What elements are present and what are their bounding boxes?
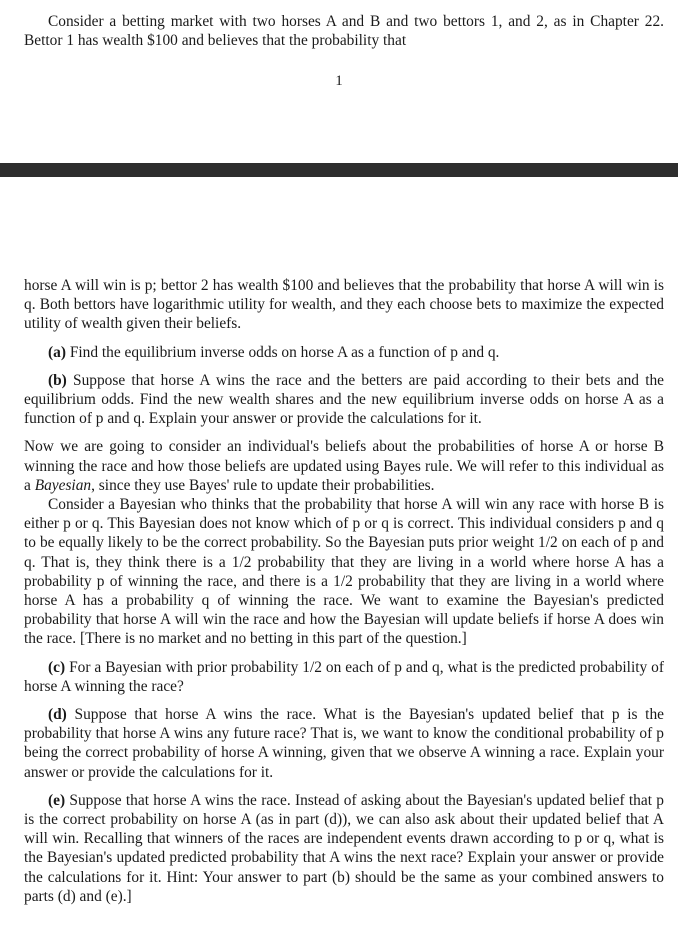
- bayesian-intro-paragraph: [24, 437, 664, 495]
- previous-page-fragment: [0, 0, 678, 163]
- opening-paragraph: Consider a betting market with two horses A and B and two bettors 1, and 2, as in Chapter 22. Bettor 1 has wealth $100 and believes that the probability that: [24, 13, 664, 49]
- page-break-divider: [0, 163, 678, 177]
- question-a-text: Find the equilibrium inverse odds on horse A as a function of p and q.: [69, 343, 500, 361]
- bayesian-setup-paragraph: Consider a Bayesian who thinks that the probability that horse A will win any race with horse B is either p or q. This Bayesian does not know which of p or q is correct. This individual considers p and q to be equally likely to be the correct probability. So the Bayesian puts prior weight 1/2 on each of p and q. That is, they think there is a 1/2 probability that they are living in a world where horse A has a probability p of winning the race, and there is a 1/2 probability that they are living in a world where horse A has a probability q of winning the race. We want to examine the Bayesian's predicted probability that horse A will win the race and how the Bayesian will update beliefs if horse A does win the race. [There is no market and no betting in this part of the question.]: [24, 496, 664, 648]
- question-d-label: (d): [48, 706, 67, 724]
- bayesian-term: Bayesian: [34, 476, 92, 494]
- problem-text: [24, 276, 664, 906]
- question-c-label: (c): [48, 658, 66, 676]
- question-a-label: (a): [48, 343, 66, 361]
- question-d: [24, 705, 664, 782]
- question-b: [24, 371, 664, 429]
- question-e: [24, 791, 664, 906]
- bayesian-intro-text-end: , since they use Bayes' rule to update their probabilities.: [91, 476, 435, 494]
- question-c-text: For a Bayesian with prior probability 1/2 on each of p and q, what is the predicted probability of horse A winning the race?: [24, 658, 664, 695]
- question-d-text: Suppose that horse A wins the race. What is the Bayesian's updated belief that p is the probability that horse A wins any future race? That is, we want to know the conditional probability of p being the correct probability of horse A winning, given that we observe A winning a race. Explain your answer or provide the calculations for it.: [24, 706, 664, 781]
- question-c: [24, 658, 664, 696]
- question-e-label: (e): [48, 791, 66, 809]
- bayesian-intro-text-start: Now we are going to consider an individual's beliefs about the probabilities of horse A or horse B winning the race and how those beliefs are updated using Bayes rule. We will refer to this individual as a: [24, 438, 664, 494]
- question-b-label: (b): [48, 371, 67, 389]
- question-a: [24, 343, 664, 362]
- question-e-text: Suppose that horse A wins the race. Instead of asking about the Bayesian's updated belief that p is the correct probability on horse A (as in part (d)), we can also ask about their updated belief that A will win. Recalling that winners of the races are independent events drawn according to p or q, what is the Bayesian's updated predicted probability that A wins the next race? Explain your answer or provide the calculations for it. Hint: Your answer to part (b) should be the same as your combined answers to parts (d) and (e).]: [24, 791, 664, 905]
- question-b-text: Suppose that horse A wins the race and the betters are paid according to their bets and the equilibrium odds. Find the new wealth shares and the new equilibrium inverse odds on horse A as a function of p and q. Explain your answer or provide the calculations for it.: [24, 371, 664, 428]
- page-number: 1: [335, 73, 343, 89]
- intro-paragraph: horse A will win is p; bettor 2 has wealth $100 and believes that the probability that horse A will win is q. Both bettors have logarithmic utility for wealth, and they each choose bets to maximize the expected utility of wealth given their beliefs.: [24, 277, 664, 333]
